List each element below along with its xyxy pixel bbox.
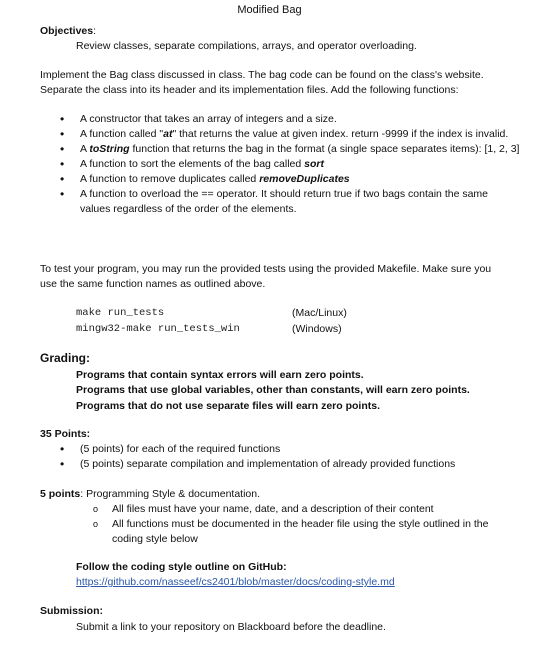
grading-rule: Programs that use global variables, other than constants, will earn zero points.	[76, 384, 470, 396]
command-mac-platform: (Mac/Linux)	[292, 307, 347, 319]
list-item	[90, 502, 512, 517]
points35-heading: 35 Points:	[40, 428, 91, 440]
grading-rule: Programs that contain syntax errors will earn zero points.	[76, 369, 364, 381]
list-item	[58, 172, 520, 187]
submission-text: Submit a link to your repository on Blackboard before the deadline.	[76, 621, 386, 633]
page-title: Modified Bag	[237, 4, 302, 16]
list-item	[90, 517, 512, 547]
points5-label: 5 points	[40, 488, 81, 500]
list-item	[58, 442, 520, 457]
command-windows-platform: (Windows)	[292, 323, 342, 335]
function-text: " that returns the value at given index. return -9999 if the index is invalid.	[172, 128, 509, 140]
grading-heading: Grading:	[40, 351, 90, 365]
points-text: All functions must be documented in the header file using the style outlined in the coding style below	[112, 518, 489, 545]
test-paragraph: To test your program, you may run the provided tests using the provided Makefile. Make sure you use the same function names as outlined above.	[40, 263, 492, 290]
functions-list	[58, 112, 525, 217]
coding-style-heading: Follow the coding style outline on GitHub:	[76, 561, 287, 573]
function-text: function that returns the bag in the format (a single space separates items): [1, 2, 3]	[129, 143, 520, 155]
objectives-heading	[40, 24, 96, 39]
function-name: at	[163, 128, 173, 140]
list-item	[58, 187, 520, 217]
objectives-colon: :	[93, 25, 97, 37]
list-item	[58, 457, 520, 472]
function-name: sort	[304, 158, 324, 170]
function-text: A	[80, 143, 90, 155]
list-item	[58, 112, 520, 127]
list-item	[58, 157, 520, 172]
points5-text: : Programming Style & documentation.	[80, 488, 261, 500]
points35-list	[58, 442, 520, 472]
function-text: A function to sort the elements of the bag called	[80, 158, 305, 170]
points-text: All files must have your name, date, and a description of their content	[112, 503, 434, 515]
grading-rule: Programs that do not use separate files will earn zero points.	[76, 400, 380, 412]
function-name: removeDuplicates	[259, 173, 350, 185]
objectives-text: Review classes, separate compilations, arrays, and operator overloading.	[76, 40, 417, 52]
function-text: A function to remove duplicates called	[80, 173, 260, 185]
command-windows: mingw32-make run_tests_win	[76, 323, 240, 335]
function-text: A constructor that takes an array of integers and a size.	[80, 113, 337, 125]
objectives-heading-text: Objectives	[40, 25, 94, 37]
list-item	[58, 127, 520, 142]
points-text: (5 points) separate compilation and implementation of already provided functions	[80, 458, 456, 470]
points-text: (5 points) for each of the required functions	[80, 443, 281, 455]
coding-style-link[interactable]: https://github.com/nasseef/cs2401/blob/master/docs/coding-style.md	[76, 576, 395, 588]
list-item	[58, 142, 525, 157]
function-name: toString	[89, 143, 130, 155]
function-text: A function to overload the == operator. It should return true if two bags contain the same values regardless of the order of the elements.	[80, 188, 489, 215]
command-mac: make run_tests	[76, 307, 165, 319]
submission-heading: Submission:	[40, 605, 104, 617]
points5-heading	[40, 487, 260, 502]
intro-paragraph: Implement the Bag class discussed in class. The bag code can be found on the class's website. Separate the class into its header and its implementation files. Add the following functions:	[40, 69, 484, 96]
function-text: A function called "	[80, 128, 164, 140]
points5-list	[90, 502, 512, 547]
